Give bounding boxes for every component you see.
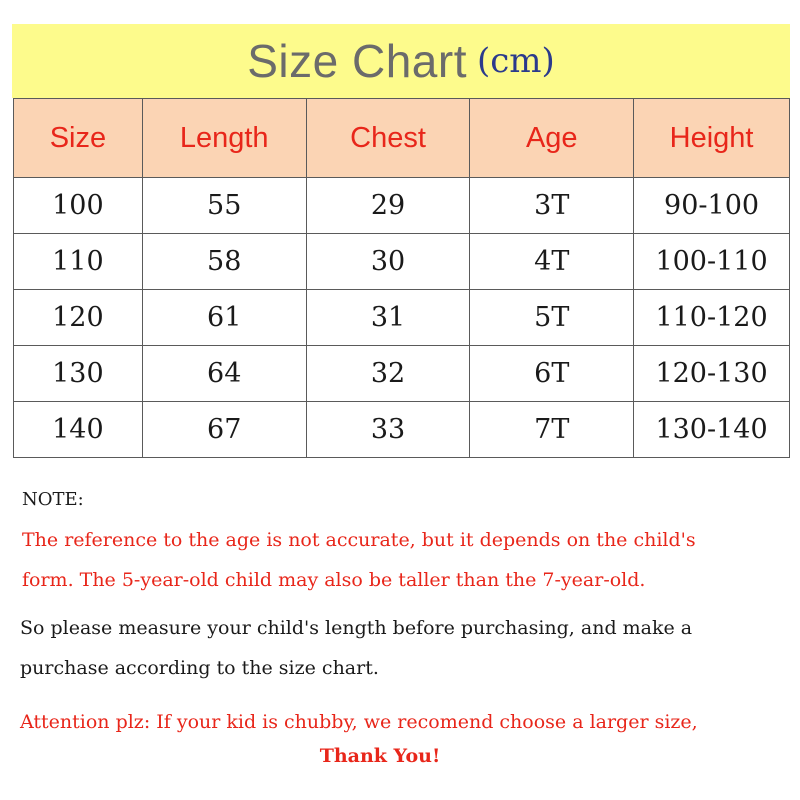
cell-size: 130 [14, 346, 143, 402]
cell-height: 130-140 [634, 402, 790, 458]
cell-age: 5T [470, 290, 634, 346]
note-label: NOTE: [22, 489, 84, 510]
attention-note: Attention plz: If your kid is chubby, we recomend choose a larger size, [20, 711, 698, 733]
cell-height: 100-110 [634, 234, 790, 290]
cell-height: 120-130 [634, 346, 790, 402]
cell-height: 110-120 [634, 290, 790, 346]
cell-length: 64 [142, 346, 306, 402]
cell-age: 7T [470, 402, 634, 458]
cell-size: 120 [14, 290, 143, 346]
table-row [14, 346, 790, 402]
table-row [14, 178, 790, 234]
cell-chest: 32 [306, 346, 470, 402]
table-header-row [14, 99, 790, 178]
age-disclaimer-line-1: The reference to the age is not accurate, but it depends on the child's [22, 529, 696, 551]
cell-age: 3T [470, 178, 634, 234]
header-size: Size [14, 99, 143, 178]
title-banner [12, 24, 790, 98]
header-height: Height [634, 99, 790, 178]
header-age: Age [470, 99, 634, 178]
cell-age: 6T [470, 346, 634, 402]
cell-size: 100 [14, 178, 143, 234]
thank-you-text: Thank You! [319, 745, 441, 767]
measure-instruction-line-1: So please measure your child's length before purchasing, and make a [20, 617, 693, 639]
header-chest: Chest [306, 99, 470, 178]
cell-age: 4T [470, 234, 634, 290]
cell-chest: 29 [306, 178, 470, 234]
page-title: Size Chart [247, 35, 467, 87]
cell-size: 140 [14, 402, 143, 458]
measure-instruction-line-2: purchase according to the size chart. [20, 657, 379, 679]
table-row [14, 234, 790, 290]
age-disclaimer [22, 520, 792, 600]
age-disclaimer-line-2: form. The 5-year-old child may also be taller than the 7-year-old. [22, 569, 646, 591]
cell-size: 110 [14, 234, 143, 290]
cell-length: 55 [142, 178, 306, 234]
cell-length: 61 [142, 290, 306, 346]
title-unit: (cm) [476, 41, 555, 81]
cell-chest: 31 [306, 290, 470, 346]
measure-instruction [20, 608, 790, 688]
size-table [13, 98, 790, 458]
cell-chest: 33 [306, 402, 470, 458]
cell-chest: 30 [306, 234, 470, 290]
cell-length: 58 [142, 234, 306, 290]
header-length: Length [142, 99, 306, 178]
table-row [14, 402, 790, 458]
cell-height: 90-100 [634, 178, 790, 234]
cell-length: 67 [142, 402, 306, 458]
table-row [14, 290, 790, 346]
